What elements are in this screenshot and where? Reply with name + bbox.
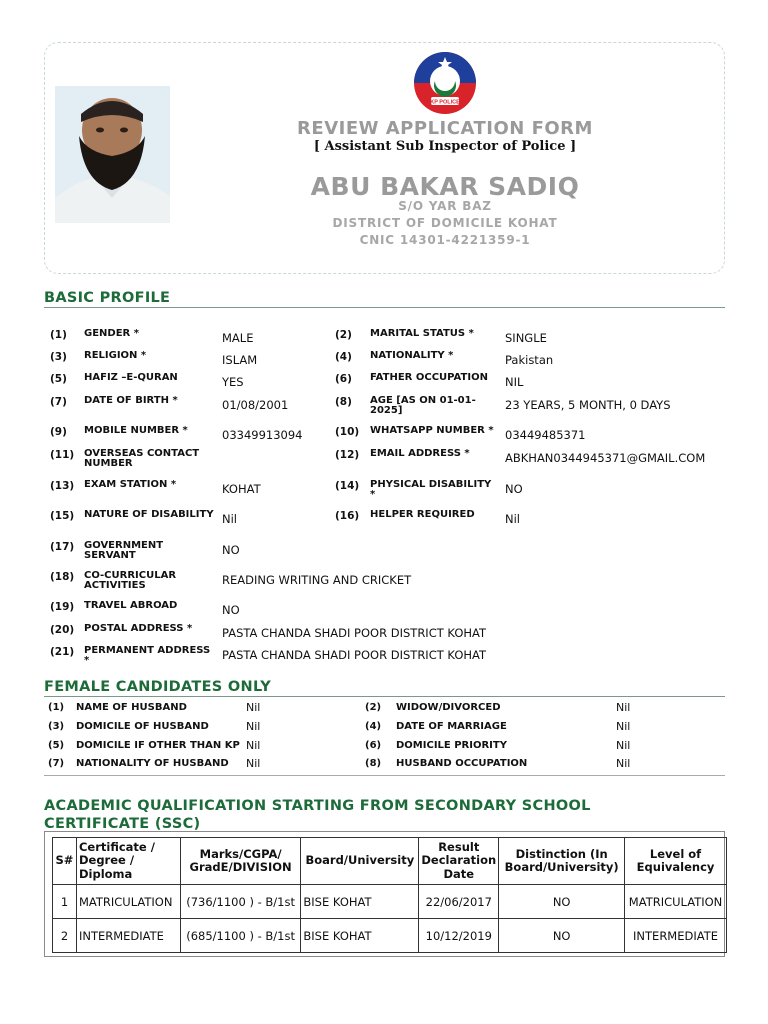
item-number: (16): [335, 510, 360, 522]
section-divider: [44, 775, 725, 776]
field-label: DOMICILE PRIORITY: [396, 740, 507, 751]
item-number: (6): [335, 373, 352, 385]
table-cell: MATRICULATION: [625, 885, 727, 919]
field-value: YES: [222, 375, 244, 389]
field-value: READING WRITING AND CRICKET: [222, 573, 412, 587]
field-label: NATIONALITY *: [370, 350, 454, 361]
table-cell: BISE KOHAT: [301, 919, 419, 953]
item-number: (1): [48, 702, 65, 713]
item-number: (3): [50, 351, 67, 363]
field-value: PASTA CHANDA SHADI POOR DISTRICT KOHAT: [222, 648, 487, 662]
column-header: Certificate / Degree / Diploma: [76, 838, 180, 885]
post-title: [ Assistant Sub Inspector of Police ]: [313, 139, 577, 154]
female-candidates-heading: FEMALE CANDIDATES ONLY: [44, 679, 272, 695]
field-label: MOBILE NUMBER *: [84, 425, 188, 436]
field-value: 03349913094: [222, 428, 303, 442]
applicant-photo: [55, 86, 170, 223]
table-cell: MATRICULATION: [76, 885, 180, 919]
item-number: (20): [50, 624, 75, 636]
field-value: ABKHAN0344945371@GMAIL.COM: [505, 451, 706, 465]
item-number: (17): [50, 541, 75, 553]
item-number: (19): [50, 601, 75, 613]
field-label: WHATSAPP NUMBER *: [370, 425, 494, 436]
item-number: (12): [335, 449, 360, 461]
field-label: FATHER OCCUPATION: [370, 372, 488, 383]
item-number: (4): [365, 721, 382, 732]
field-label: AGE [AS ON 01-01-2025]: [370, 395, 476, 416]
police-logo: [413, 51, 477, 115]
field-label: CO-CURRICULAR ACTIVITIES: [84, 570, 177, 591]
svg-text:KP POLICE: KP POLICE: [430, 99, 460, 106]
column-header: Board/University: [301, 838, 419, 885]
item-number: (3): [48, 721, 65, 732]
item-number: (10): [335, 426, 360, 438]
field-value: NO: [505, 482, 523, 496]
table-cell: 22/06/2017: [419, 885, 499, 919]
field-label: NATIONALITY OF HUSBAND: [76, 758, 229, 769]
field-label: RELIGION *: [84, 350, 147, 361]
field-value: NO: [222, 543, 240, 557]
applicant-name: ABU BAKAR SADIQ: [310, 172, 580, 201]
field-value: PASTA CHANDA SHADI POOR DISTRICT KOHAT: [222, 626, 487, 640]
father-name: S/O YAR BAZ: [398, 199, 492, 213]
field-label: EXAM STATION *: [84, 479, 177, 490]
academic-table: [52, 837, 727, 953]
table-cell: 1: [53, 885, 77, 919]
field-value: Nil: [246, 720, 261, 733]
column-header: S#: [53, 838, 77, 885]
field-value: MALE: [222, 331, 254, 345]
item-number: (5): [50, 373, 67, 385]
item-number: (15): [50, 510, 75, 522]
field-value: Nil: [616, 720, 631, 733]
section-divider: [44, 696, 725, 697]
field-label: DOMICILE IF OTHER THAN KP: [76, 740, 240, 751]
column-header: Level of Equivalency: [625, 838, 727, 885]
field-value: SINGLE: [505, 331, 547, 345]
section-divider: [44, 307, 725, 308]
field-label: GENDER *: [84, 328, 139, 339]
field-label: DATE OF BIRTH *: [84, 395, 178, 406]
field-value: Nil: [246, 739, 261, 752]
field-label: WIDOW/DIVORCED: [396, 702, 501, 713]
field-value: Nil: [616, 757, 631, 770]
field-label: NAME OF HUSBAND: [76, 702, 187, 713]
item-number: (7): [48, 758, 65, 769]
field-label: DATE OF MARRIAGE: [396, 721, 507, 732]
table-cell: NO: [499, 919, 625, 953]
form-title: REVIEW APPLICATION FORM: [297, 118, 593, 139]
field-label: TRAVEL ABROAD: [84, 600, 178, 611]
field-label: NATURE OF DISABILITY: [84, 509, 214, 520]
table-cell: INTERMEDIATE: [76, 919, 180, 953]
table-cell: BISE KOHAT: [301, 885, 419, 919]
field-value: Nil: [222, 512, 237, 526]
column-header: Marks/CGPA/ GradE/DIVISION: [180, 838, 301, 885]
item-number: (5): [48, 740, 65, 751]
field-value: NIL: [505, 375, 524, 389]
item-number: (21): [50, 646, 75, 658]
item-number: (13): [50, 480, 75, 492]
field-label: HAFIZ –E-QURAN: [84, 372, 178, 383]
field-label: MARITAL STATUS *: [370, 328, 474, 339]
item-number: (8): [335, 396, 352, 408]
table-cell: 10/12/2019: [419, 919, 499, 953]
field-value: Nil: [246, 757, 261, 770]
field-label: PHYSICAL DISABILITY *: [370, 479, 492, 500]
field-value: Nil: [616, 701, 631, 714]
field-label: OVERSEAS CONTACT NUMBER: [84, 448, 200, 469]
item-number: (1): [50, 329, 67, 341]
item-number: (7): [50, 396, 67, 408]
field-label: EMAIL ADDRESS *: [370, 448, 470, 459]
item-number: (9): [50, 426, 67, 438]
table-cell: (736/1100 ) - B/1st: [180, 885, 301, 919]
field-value: 01/08/2001: [222, 398, 289, 412]
table-cell: NO: [499, 885, 625, 919]
field-value: KOHAT: [222, 482, 261, 496]
field-value: Pakistan: [505, 353, 554, 367]
field-value: Nil: [505, 512, 520, 526]
field-label: HELPER REQUIRED: [370, 509, 475, 520]
domicile-district: DISTRICT OF DOMICILE KOHAT: [332, 216, 558, 230]
field-value: 23 YEARS, 5 MONTH, 0 DAYS: [505, 398, 671, 412]
field-value: NO: [222, 603, 240, 617]
item-number: (2): [335, 329, 352, 341]
table-header-row: [53, 838, 727, 885]
item-number: (2): [365, 702, 382, 713]
item-number: (11): [50, 449, 75, 461]
field-value: Nil: [616, 739, 631, 752]
table-cell: INTERMEDIATE: [625, 919, 727, 953]
item-number: (18): [50, 571, 75, 583]
field-label: PERMANENT ADDRESS *: [84, 645, 211, 666]
item-number: (8): [365, 758, 382, 769]
field-label: DOMICILE OF HUSBAND: [76, 721, 209, 732]
table-row: [53, 885, 727, 919]
basic-profile-heading: BASIC PROFILE: [44, 290, 171, 306]
column-header: Result Declaration Date: [419, 838, 499, 885]
field-value: Nil: [246, 701, 261, 714]
field-value: 03449485371: [505, 428, 586, 442]
academic-heading: ACADEMIC QUALIFICATION STARTING FROM SECONDARY SCHOOL CERTIFICATE (SSC): [44, 798, 591, 832]
column-header: Distinction (In Board/University): [499, 838, 625, 885]
item-number: (4): [335, 351, 352, 363]
field-value: ISLAM: [222, 353, 258, 367]
item-number: (14): [335, 480, 360, 492]
field-label: POSTAL ADDRESS *: [84, 623, 193, 634]
table-cell: (685/1100 ) - B/1st: [180, 919, 301, 953]
item-number: (6): [365, 740, 382, 751]
field-label: GOVERNMENT SERVANT: [84, 540, 164, 561]
cnic-number: CNIC 14301-4221359-1: [359, 233, 531, 247]
field-label: HUSBAND OCCUPATION: [396, 758, 528, 769]
table-cell: 2: [53, 919, 77, 953]
table-row: [53, 919, 727, 953]
